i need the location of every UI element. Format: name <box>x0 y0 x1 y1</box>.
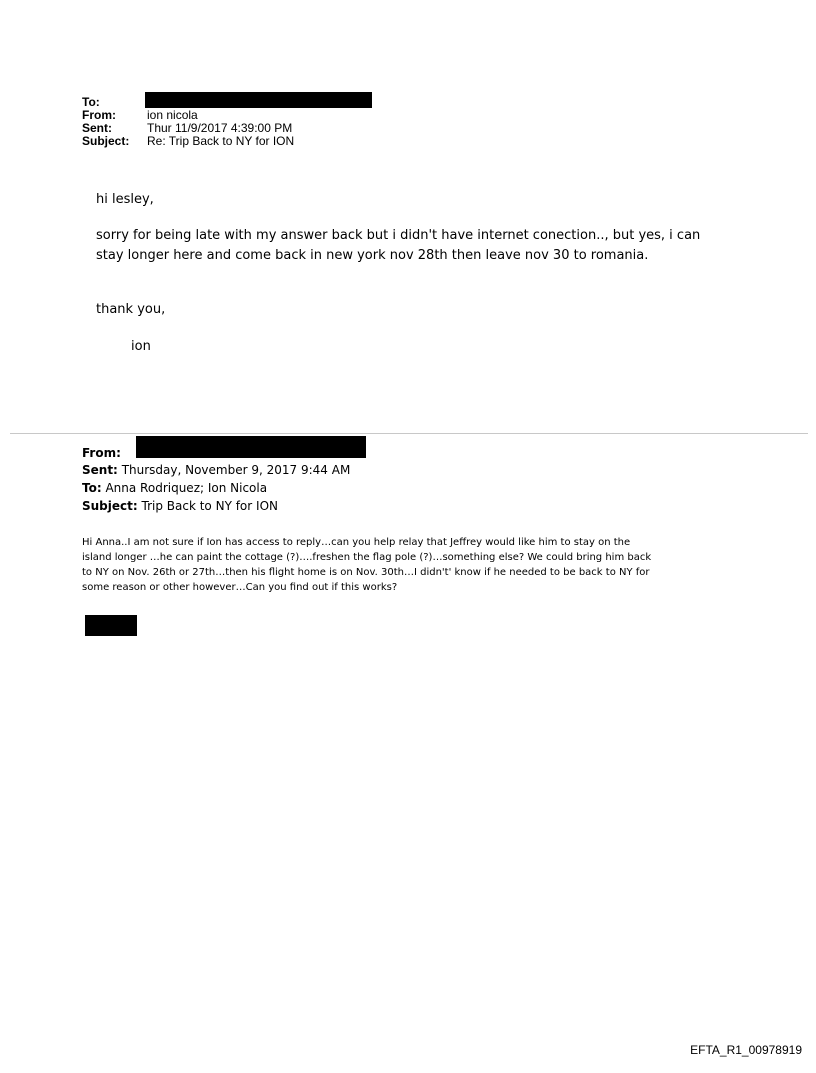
message-separator <box>10 433 808 434</box>
reply-body-line-1: sorry for being late with my answer back but i didn't have internet conection.., but yes, i can <box>96 228 701 243</box>
original-to-row <box>82 479 267 497</box>
original-body-line: island longer …he can paint the cottage (?)….freshen the flag pole (?)…something else? We could bring him back <box>82 552 652 563</box>
document-id: EFTA_R1_00978919 <box>690 1043 802 1057</box>
reply-signature: ion <box>131 339 151 354</box>
reply-greeting: hi lesley, <box>96 192 154 207</box>
reply-closing: thank you, <box>96 302 166 317</box>
original-body-line: Hi Anna..I am not sure if Ion has access to reply…can you help relay that Jeffrey would like him to stay on the <box>82 537 631 548</box>
reply-body-line-2: stay longer here and come back in new york nov 28th then leave nov 30 to romania. <box>96 248 649 263</box>
original-body-line: to NY on Nov. 26th or 27th…then his flight home is on Nov. 30th…I didn't' know if he needed to be back to NY for <box>82 567 650 578</box>
original-body-line: some reason or other however…Can you find out if this works? <box>82 582 398 593</box>
original-subject-row <box>82 497 278 515</box>
sent-label: Sent: <box>82 121 112 135</box>
subject-label: Subject: <box>82 134 130 148</box>
original-sent-value: Thursday, November 9, 2017 9:44 AM <box>121 463 351 477</box>
original-from-label: From: <box>82 446 121 460</box>
original-sent-row <box>82 461 350 479</box>
redaction-box-signature <box>85 615 137 636</box>
subject-row <box>82 135 482 148</box>
original-subject-label: Subject: <box>82 499 138 513</box>
to-label: To: <box>82 95 100 109</box>
from-value: ion nicola <box>147 108 198 122</box>
subject-value: Re: Trip Back to NY for ION <box>147 134 295 148</box>
from-label: From: <box>82 108 116 122</box>
original-to-label: To: <box>82 481 102 495</box>
original-body <box>82 535 782 595</box>
original-subject-value: Trip Back to NY for ION <box>141 499 278 513</box>
original-to-value: Anna Rodriquez; Ion Nicola <box>105 481 268 495</box>
original-sent-label: Sent: <box>82 463 118 477</box>
sent-value: Thur 11/9/2017 4:39:00 PM <box>147 121 293 135</box>
redaction-box-to <box>145 92 372 108</box>
redaction-box-from <box>136 436 366 458</box>
original-from-row <box>82 444 121 462</box>
